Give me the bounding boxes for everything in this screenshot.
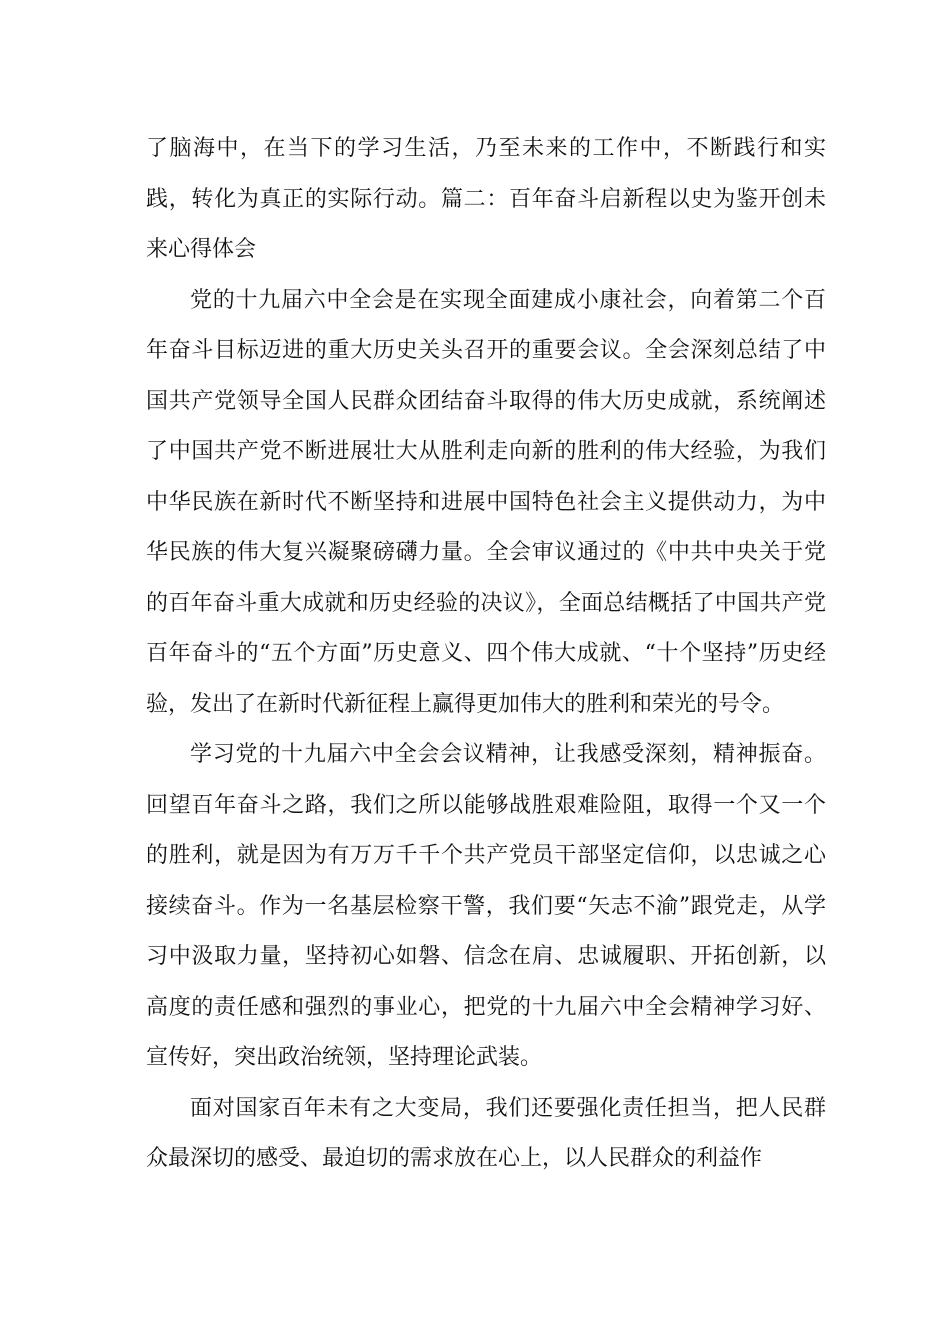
paragraph-4: 面对国家百年未有之大变局，我们还要强化责任担当，把人民群众最深切的感受、最迫切的需求放在心上，以人民群众的利益作 [146,1095,826,1171]
paragraph-3: 学习党的十九届六中全会会议精神，让我感受深刻，精神振奋。回望百年奋斗之路，我们之所以能够战胜艰难险阻，取得一个又一个的胜利，就是因为有万万千千个共产党员干部坚定信仰，以忠诚之心接续奋斗。作为一名基层检察干警，我们要“矢志不渝”跟党走，从学习中汲取力量，坚持初心如磐、信念在肩、忠诚履职、开拓创新，以高度的责任感和强烈的事业心，把党的十九届六中全会精神学习好、宣传好，突出政治统领，坚持理论武装。 [146,742,826,1070]
document-body [146,124,826,1185]
paragraph-2: 党的十九届六中全会是在实现全面建成小康社会，向着第二个百年奋斗目标迈进的重大历史关头召开的重要会议。全会深刻总结了中国共产党领导全国人民群众团结奋斗取得的伟大历史成就，系统阐述了中国共产党不断进展壮大从胜利走向新的胜利的伟大经验，为我们中华民族在新时代不断坚持和进展中国特色社会主义提供动力，为中华民族的伟大复兴凝聚磅礴力量。全会审议通过的《中共中央关于党的百年奋斗重大成就和历史经验的决议》，全面总结概括了中国共产党百年奋斗的“五个方面”历史意义、四个伟大成就、“十个坚持”历史经验，发出了在新时代新征程上赢得更加伟大的胜利和荣光的号令。 [146,287,826,717]
paragraph-1: 了脑海中，在当下的学习生活，乃至未来的工作中，不断践行和实践，转化为真正的实际行动。篇二：百年奋斗启新程以史为鉴开创未来心得体会 [146,136,826,262]
